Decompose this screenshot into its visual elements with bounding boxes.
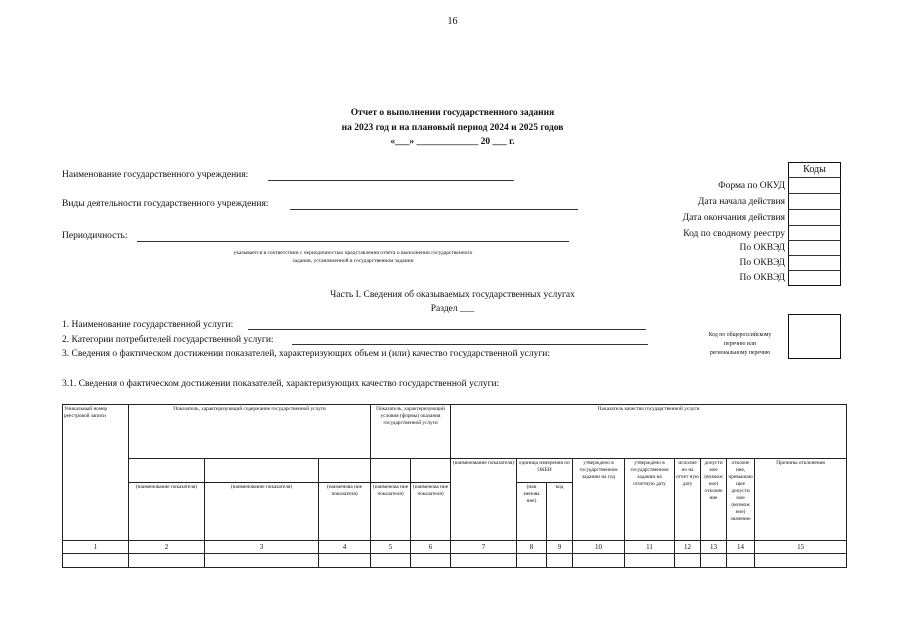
registry-code-label-3: региональному перечню bbox=[709, 350, 771, 356]
col-number: 12 bbox=[675, 541, 701, 554]
col-number: 7 bbox=[451, 541, 517, 554]
periodicity-note-1: указывается в соответствии с периодичностью представления отчета о выполнении государственного bbox=[233, 250, 473, 256]
col-number: 1 bbox=[63, 541, 129, 554]
col-number: 2 bbox=[129, 541, 205, 554]
th-conditions-empty-2 bbox=[411, 459, 451, 483]
th-deviation-reasons: Причины отклонения bbox=[755, 459, 847, 541]
th-content-name-3: (наименова ние показателя) bbox=[319, 483, 371, 541]
codes-box bbox=[788, 162, 841, 286]
code-okved-label-1: По ОКВЭД bbox=[739, 243, 785, 253]
col-number: 8 bbox=[517, 541, 547, 554]
col-number: 14 bbox=[727, 541, 755, 554]
th-conditions-indicator: Показатель, характеризующий условия (формы) оказания государственной услуги bbox=[371, 405, 451, 459]
col-number: 6 bbox=[411, 541, 451, 554]
th-content-name-1: (наименование показателя) bbox=[129, 483, 205, 541]
col-number: 13 bbox=[701, 541, 727, 554]
registry-code-box[interactable] bbox=[788, 314, 841, 359]
quality-indicators-table bbox=[62, 404, 847, 568]
item-1-line[interactable] bbox=[248, 329, 646, 330]
report-date: «___» _____________ 20 ___ г. bbox=[390, 137, 515, 147]
data-cell[interactable] bbox=[625, 554, 675, 568]
th-conditions-name-2: (наименова ние показателя) bbox=[411, 483, 451, 541]
col-number: 5 bbox=[371, 541, 411, 554]
registry-code-label-2: перечню или bbox=[724, 341, 756, 347]
th-content-empty-1 bbox=[129, 459, 205, 483]
code-start-date-label: Дата начала действия bbox=[697, 197, 785, 207]
registry-code-label-1: Код по общероссийскому bbox=[708, 332, 772, 338]
data-cell[interactable] bbox=[411, 554, 451, 568]
th-content-empty-2 bbox=[205, 459, 319, 483]
data-cell[interactable] bbox=[727, 554, 755, 568]
data-cell[interactable] bbox=[451, 554, 517, 568]
th-approved-date: утверждено в государственном задании на отчетную дату bbox=[625, 459, 675, 541]
col-number: 9 bbox=[547, 541, 573, 554]
codes-header: Коды bbox=[803, 164, 826, 175]
th-approved-year: утверждено в государственном задании на год bbox=[573, 459, 625, 541]
code-registry-label: Код по сводному реестру bbox=[683, 229, 785, 239]
item-2-line[interactable] bbox=[292, 344, 648, 345]
data-cell[interactable] bbox=[755, 554, 847, 568]
data-cell[interactable] bbox=[371, 554, 411, 568]
code-okved-label-2: По ОКВЭД bbox=[739, 258, 785, 268]
th-okei-unit: единица измерения по ОКЕИ bbox=[517, 459, 573, 483]
data-cell[interactable] bbox=[319, 554, 371, 568]
col-number: 4 bbox=[319, 541, 371, 554]
th-content-empty-3 bbox=[319, 459, 371, 483]
item-2-label: 2. Категории потребителей государственной услуги: bbox=[62, 335, 274, 345]
data-cell[interactable] bbox=[205, 554, 319, 568]
th-content-indicator: Показатель, характеризующий содержание государственной услуги bbox=[129, 405, 371, 459]
item-3-label: 3. Сведения о фактическом достижении показателей, характеризующих объем и (или) качество государственной услуги: bbox=[62, 349, 551, 359]
col-number: 3 bbox=[205, 541, 319, 554]
institution-name-line[interactable] bbox=[268, 180, 514, 181]
report-title: Отчет о выполнении государственного задания bbox=[350, 108, 555, 118]
th-okei-code: код bbox=[547, 483, 573, 541]
col-number: 11 bbox=[625, 541, 675, 554]
data-cell[interactable] bbox=[63, 554, 129, 568]
section-label: Раздел ___ bbox=[430, 304, 475, 314]
activity-types-line[interactable] bbox=[290, 209, 578, 210]
code-end-date-label: Дата окончания действия bbox=[682, 213, 785, 223]
th-allowed-deviation: допусти мое (возмож ное) отклоне ние bbox=[701, 459, 727, 541]
col-number: 10 bbox=[573, 541, 625, 554]
data-cell[interactable] bbox=[517, 554, 547, 568]
data-cell[interactable] bbox=[547, 554, 573, 568]
activity-types-label: Виды деятельности государственного учреждения: bbox=[62, 199, 269, 209]
th-executed: исполне но на отчет ную дату bbox=[675, 459, 701, 541]
item-1-label: 1. Наименование государственной услуги: bbox=[62, 320, 234, 330]
th-deviation-exceeding: отклоне ние, превышаю щее допусти мое (возмож ное) значение bbox=[727, 459, 755, 541]
code-okved-label-3: По ОКВЭД bbox=[739, 273, 785, 283]
th-quality-indicator: Показатель качества государственной услуги bbox=[451, 405, 847, 459]
data-cell[interactable] bbox=[573, 554, 625, 568]
th-quality-name: (наименование показателя) bbox=[451, 459, 517, 541]
periodicity-line[interactable] bbox=[137, 241, 569, 242]
part-title: Часть I. Сведения об оказываемых государственных услугах bbox=[330, 290, 575, 300]
page-number: 16 bbox=[447, 16, 458, 27]
th-conditions-empty-1 bbox=[371, 459, 411, 483]
th-unique-number: Уникальный номер реестровой записи bbox=[63, 405, 129, 541]
periodicity-note-2: задания, установленной в государственном задании bbox=[292, 258, 414, 264]
periodicity-label: Периодичность: bbox=[62, 231, 128, 241]
th-okei-name: (наи менова ние) bbox=[517, 483, 547, 541]
report-period: на 2023 год и на плановый период 2024 и 2025 годов bbox=[341, 123, 564, 133]
item-3-1-label: 3.1. Сведения о фактическом достижении показателей, характеризующих качество государственной услуги: bbox=[62, 379, 500, 389]
th-conditions-name-1: (наименова ние показателя) bbox=[371, 483, 411, 541]
data-cell[interactable] bbox=[701, 554, 727, 568]
th-content-name-2: (наименование показателя) bbox=[205, 483, 319, 541]
institution-name-label: Наименование государственного учреждения: bbox=[62, 170, 249, 180]
data-cell[interactable] bbox=[675, 554, 701, 568]
data-cell[interactable] bbox=[129, 554, 205, 568]
code-okud-label: Форма по ОКУД bbox=[718, 181, 785, 191]
col-number: 15 bbox=[755, 541, 847, 554]
